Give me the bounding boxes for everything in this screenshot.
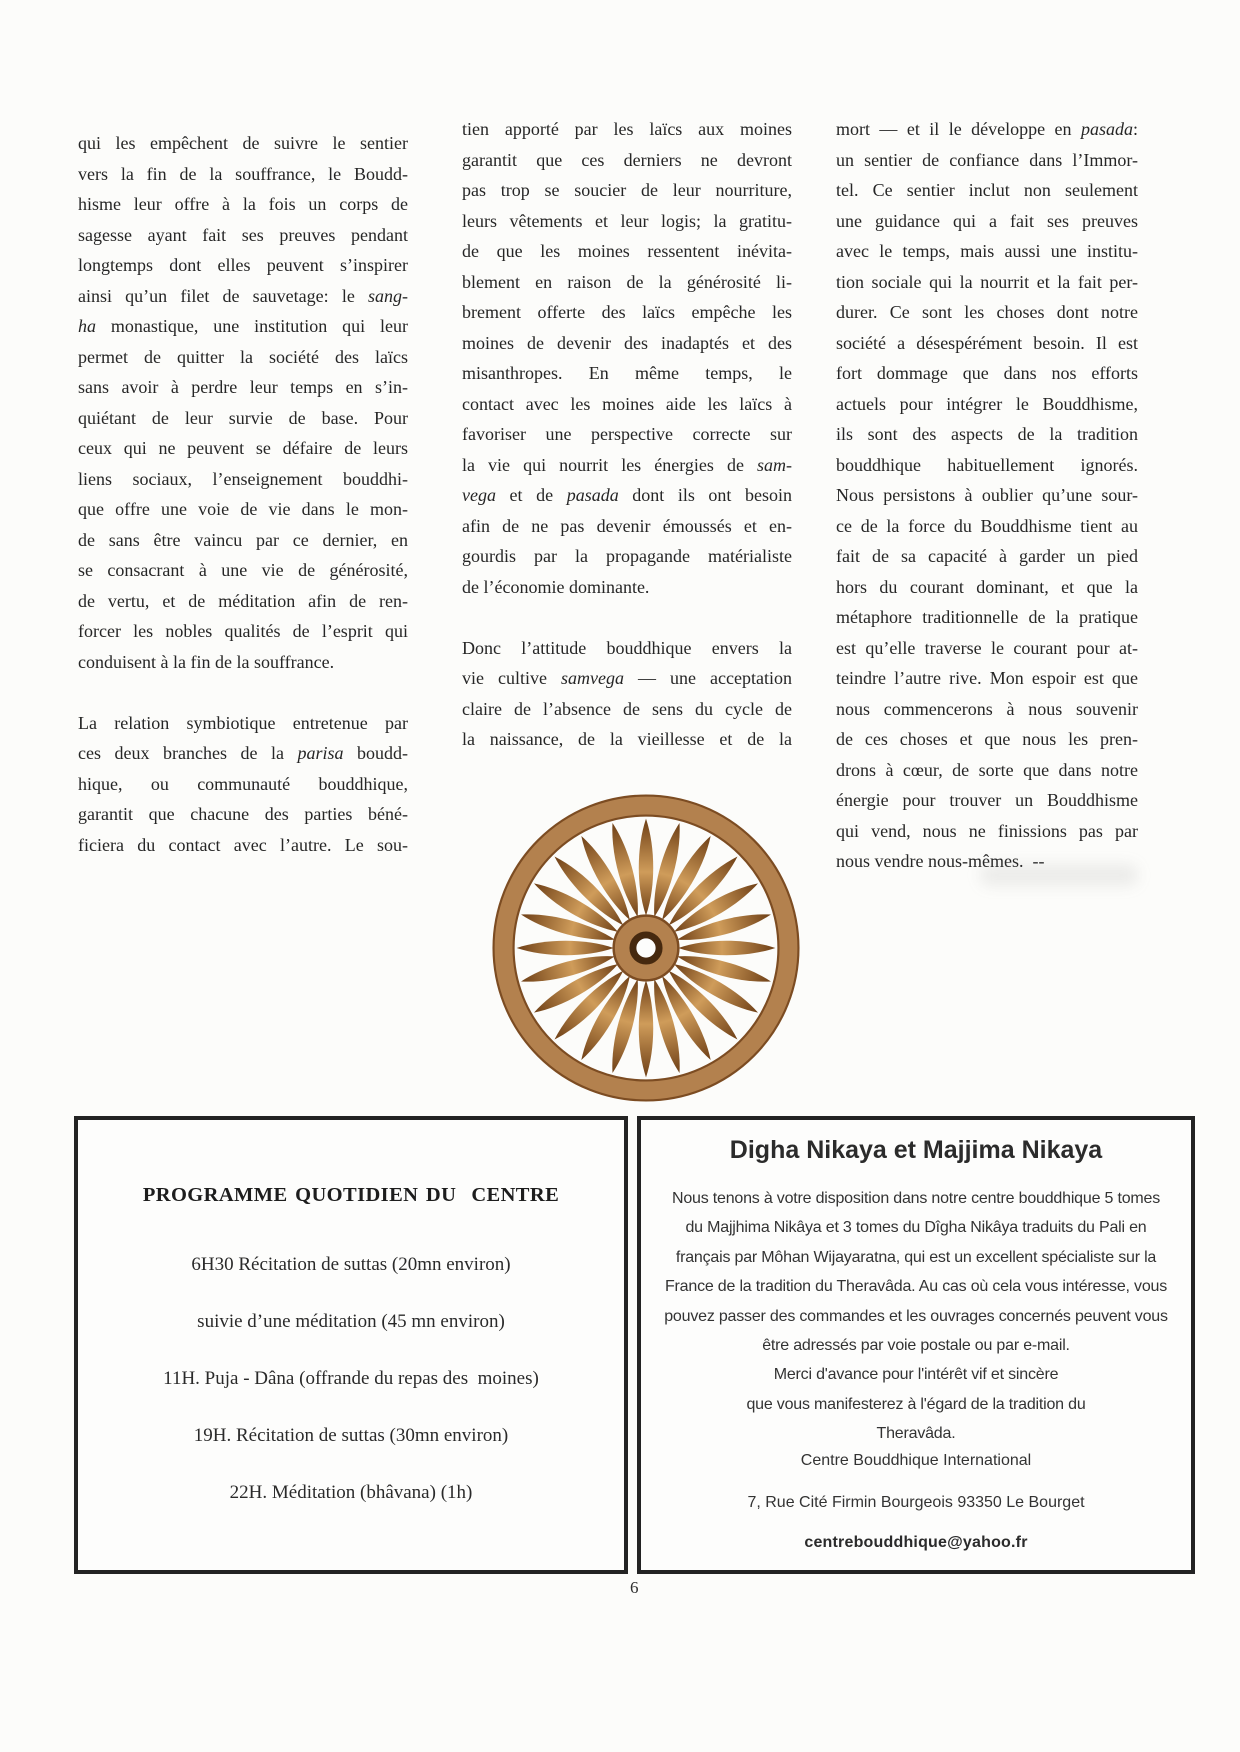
text-line: vie cultive samvega — une acceptation [462, 668, 792, 688]
books-body-line: français par Môhan Wijayaratna, qui est un excellent spécialiste sur la [675, 1248, 1157, 1266]
text-line: vers la fin de la souffrance, le Boudd- [78, 163, 408, 184]
books-body-line: être adressés par voie postale ou par e-mail. [762, 1336, 1070, 1354]
program-item: suivie d’une méditation (45 mn environ) [197, 1310, 505, 1332]
text-line: que offre une voie de vie dans le mon- [78, 499, 408, 519]
program-item: 11H. Puja - Dâna (offrande du repas des moines) [163, 1367, 539, 1389]
text-line: qui vend, nous ne finissions pas par [836, 820, 1138, 841]
text-line: garantit que ces derniers ne devront [462, 149, 792, 170]
text-line: nous commencerons à nous souvenir [836, 698, 1138, 719]
text-line: énergie pour trouver un Bouddhisme [836, 790, 1138, 810]
books-body-line: pouvez passer des commandes et les ouvrages concernés peuvent vous [664, 1307, 1168, 1325]
text-line: brement offerte des laïcs empêche les [462, 302, 792, 322]
page-number: 6 [630, 1578, 639, 1597]
text-line: tel. Ce sentier inclut non seulement [836, 180, 1138, 200]
text-line: la naissance, de la vieillesse et de la [462, 729, 792, 749]
text-line: moines de devenir des inadaptés et des [462, 332, 792, 353]
books-body-line: Theravâda. [876, 1425, 956, 1443]
dharma-wheel-image [492, 794, 800, 1102]
text-line: quiétant de leur survie de base. Pour [78, 407, 408, 428]
books-body-line: que vous manifesterez à l'égard de la tradition du [746, 1395, 1086, 1413]
text-line: leurs vêtements et leur logis; la gratitu- [462, 210, 792, 231]
books-body-line: France de la tradition du Theravâda. Au cas où cela vous intéresse, vous [664, 1278, 1168, 1296]
text-line: métaphore traditionnelle de la pratique [836, 607, 1138, 627]
text-line: avec le temps, mais aussi une institu- [836, 241, 1138, 261]
text-line: forcer les nobles qualités de l’esprit qui [78, 621, 408, 641]
program-schedule [78, 1236, 624, 1522]
program-item: 22H. Méditation (bhâvana) (1h) [229, 1482, 473, 1504]
text-line: Donc l’attitude bouddhique envers la [462, 637, 792, 658]
books-body-line: du Majjhima Nikâya et 3 tomes du Dîgha Nikâya traduits du Pali en [685, 1219, 1147, 1237]
text-line: ceux qui ne peuvent se défaire de leurs [78, 438, 408, 458]
text-line: hisme leur offre à la fois un corps de [78, 194, 408, 214]
text-line: société a désespérément besoin. Il est [836, 332, 1138, 353]
article-column-1 [78, 128, 408, 860]
text-line: se consacrant à une vie de générosité, [78, 560, 408, 580]
org-name: Centre Bouddhique International [800, 1452, 1032, 1469]
text-line: drons à cœur, de sorte que dans notre [836, 759, 1138, 780]
text-line: fait de sa capacité à garder un pied [836, 546, 1138, 566]
text-line: tion sociale qui la nourrit et la fait per- [836, 271, 1138, 292]
text-line: de l’économie dominante. [462, 576, 650, 597]
program-item: 19H. Récitation de suttas (30mn environ) [193, 1425, 509, 1447]
text-line: ce de la force du Bouddhisme tient au [836, 515, 1138, 536]
text-line: misanthropes. En même temps, le [462, 363, 792, 383]
text-line: blement en raison de la générosité li- [462, 271, 792, 292]
text-line: teindre l’autre rive. Mon espoir est que [836, 668, 1138, 688]
org-email: centrebouddhique@yahoo.fr [804, 1534, 1028, 1551]
text-line: hors du courant dominant, et que la [836, 576, 1138, 597]
books-body [641, 1184, 1191, 1449]
program-title: PROGRAMME QUOTIDIEN DU CENTRE [142, 1184, 560, 1206]
text-line [78, 677, 408, 708]
text-line: garantit que chacune des parties béné- [78, 804, 408, 824]
text-line: ainsi qu’un filet de sauvetage: le sang- [78, 285, 408, 306]
text-line: ha monastique, une institution qui leur [78, 316, 408, 336]
text-line: vega et de pasada dont ils ont besoin [462, 485, 792, 505]
org-address: 7, Rue Cité Firmin Bourgeois 93350 Le Bourget [747, 1494, 1085, 1511]
books-title: Digha Nikaya et Majjima Nikaya [729, 1136, 1103, 1164]
text-line: conduisent à la fin de la souffrance. [78, 651, 335, 672]
text-line: une guidance qui a fait ses preuves [836, 210, 1138, 231]
text-line: de vertu, et de méditation afin de ren- [78, 590, 408, 611]
text-line: ces deux branches de la parisa boudd- [78, 743, 409, 763]
text-line: contact avec les moines aide les laïcs à [462, 393, 792, 414]
text-line: durer. Ce sont les choses dont notre [836, 302, 1138, 322]
text-line: actuels pour intégrer le Bouddhisme, [836, 393, 1138, 414]
text-line: de que les moines ressentent inévita- [462, 241, 792, 261]
article-column-3 [836, 114, 1138, 877]
text-line: favoriser une perspective correcte sur [462, 424, 792, 444]
text-line: liens sociaux, l’enseignement bouddhi- [78, 468, 408, 489]
text-line: afin de ne pas devenir émoussés et en- [462, 515, 792, 536]
text-line: la vie qui nourrit les énergies de sam- [462, 454, 792, 475]
text-line: tien apporté par les laïcs aux moines [462, 119, 792, 139]
article-column-2 [462, 114, 792, 755]
text-line: sans avoir à perdre leur temps en s’in- [78, 377, 408, 397]
text-line: ficiera du contact avec l’autre. Le sou- [78, 834, 408, 855]
text-line: nous vendre nous-mêmes. -- [836, 851, 1045, 871]
text-line: permet de quitter la société des laïcs [78, 346, 408, 367]
books-box [637, 1116, 1195, 1574]
text-line: qui les empêchent de suivre le sentier [78, 133, 408, 153]
program-item: 6H30 Récitation de suttas (20mn environ) [191, 1253, 511, 1275]
text-line: un sentier de confiance dans l’Immor- [836, 149, 1138, 170]
program-box [74, 1116, 628, 1574]
text-line: bouddhique habituellement ignorés. [836, 454, 1138, 475]
text-line: fort dommage que dans nos efforts [836, 363, 1138, 383]
scan-smudge [980, 864, 1138, 886]
text-line [462, 602, 792, 633]
text-line: claire de l’absence de sens du cycle de [462, 698, 792, 719]
books-body-line: Nous tenons à votre disposition dans notre centre bouddhique 5 tomes [671, 1190, 1161, 1207]
text-line: hique, ou communauté bouddhique, [78, 773, 408, 794]
text-line: longtemps dont elles peuvent s’inspirer [78, 255, 408, 275]
text-line: est qu’elle traverse le courant pour at- [836, 637, 1138, 658]
text-line: pas trop se soucier de leur nourriture, [462, 180, 792, 200]
text-line: sagesse ayant fait ses preuves pendant [78, 224, 408, 245]
text-line: de sans être vaincu par ce dernier, en [78, 529, 408, 550]
books-body-line: Merci d'avance pour l'intérêt vif et sincère [773, 1366, 1059, 1384]
text-line: mort — et il le développe en pasada: [836, 119, 1138, 139]
text-line: gourdis par la propagande matérialiste [462, 546, 792, 566]
text-line: Nous persistons à oublier qu’une sour- [836, 485, 1138, 505]
text-line: de ces choses et que nous les pren- [836, 729, 1138, 749]
dharma-wheel-icon [492, 794, 800, 1102]
text-line: La relation symbiotique entretenue par [78, 712, 408, 733]
text-line: ils sont des aspects de la tradition [836, 424, 1138, 444]
